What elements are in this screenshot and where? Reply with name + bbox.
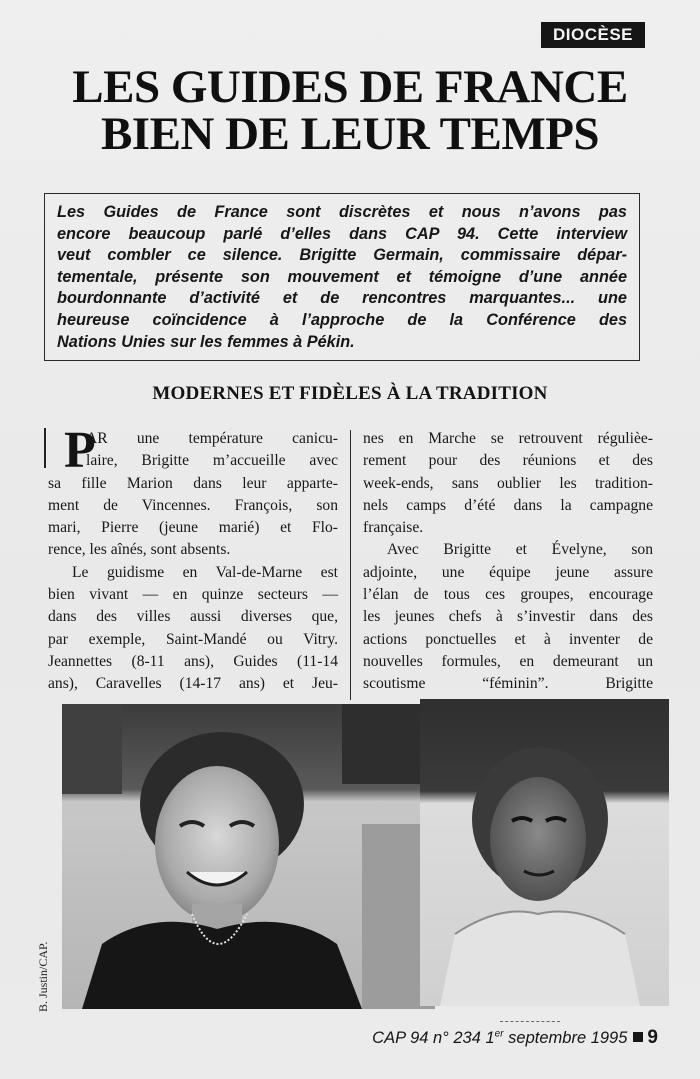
lead-line: tementale, présente son mouvement et témoigne d’une année [57,267,627,286]
text-line: Le guidisme en Val-de-Marne est [72,563,338,581]
lead-line: bourdonnante d’activité et de rencontres marquantes... une [57,289,627,308]
lead-line: Nations Unies sur les femmes à Pékin. [57,332,355,351]
section-tag: DIOCÈSE [541,22,645,48]
title-line-2: BIEN DE LEUR TEMPS [100,108,600,160]
photo-brigitte-image [62,704,435,1009]
photo-evelyne-image [420,699,669,1006]
text-line: française. [363,519,424,537]
article-column-left [48,422,338,696]
text-line: les jeunes chefs à s’investir dans des [363,608,653,626]
text-line: par exemple, Saint-Mandé ou Vitry. [48,630,338,648]
text-line: bien vivant — en quinze secteurs — [48,586,338,604]
lead-line: encore beaucoup parlé d’elles dans CAP 94. Cette interview [57,224,627,243]
text-line: dans des villes aussi diverses que, [48,608,338,626]
drop-cap: P [64,422,96,479]
lead-line: heureuse coïncidence à l’approche de la Conférence des [57,310,627,329]
photo-credit: B. Justin/CAP. [36,941,50,1012]
text-line: nouvelles formules, en demeurant un [363,652,653,670]
text-line: nes en Marche se retrouvent régulièe- [363,430,653,447]
text-line: sa fille Marion dans leur apparte- [48,474,338,492]
text-line: ment de Vincennes. François, son [48,496,338,514]
title-line-1: LES GUIDES DE FRANCE [72,61,628,113]
square-bullet-icon [633,1032,643,1042]
text-line: ans), Caravelles (14-17 ans) et Jeu- [48,675,338,693]
text-line: actions ponctuelles et à inventer de [363,630,653,648]
drop-cap-rule [44,428,46,468]
text-line: rence, les aînés, sont absents. [48,541,231,559]
text-line: adjointe, une équipe jeune assure [363,563,653,581]
footer-date: septembre 1995 [503,1029,628,1047]
photo-brigitte [62,704,435,1009]
text-line: Avec Brigitte et Évelyne, son [387,541,653,559]
lead-paragraph-box [44,193,640,361]
photo-evelyne [420,699,669,1006]
text-line: AR une température canicu- [86,430,338,447]
footer-publication: CAP 94 n° 234 1 [372,1029,495,1047]
article-title [30,61,670,160]
section-subheading: MODERNES ET FIDÈLES À LA TRADITION [152,383,548,404]
text-line: scoutisme “féminin”. Brigitte [363,675,653,693]
page-footer [0,1027,658,1049]
page-number: 9 [647,1027,658,1048]
text-line: laire, Brigitte m’accueille avec [86,452,338,470]
text-line: mari, Pierre (jeune marié) et Flo- [48,519,338,537]
footer-dotted-rule [500,1021,560,1023]
column-divider [350,430,351,700]
text-line: nels camps d’été dans la campagne [363,496,653,514]
article-column-right [363,428,653,696]
text-line: week-ends, sans oublier les tradition- [363,474,653,492]
lead-line: veut combler ce silence. Brigitte Germain, commissaire dépar- [57,246,627,265]
text-line: rement pour des réunions et des [363,452,653,470]
text-line: l’élan de tous ces groupes, encourage [363,586,653,604]
text-line: Jeannettes (8-11 ans), Guides (11-14 [48,652,338,670]
lead-line: Les Guides de France sont discrètes et nous n’avons pas [57,203,627,221]
footer-ordinal: er [494,1028,504,1040]
